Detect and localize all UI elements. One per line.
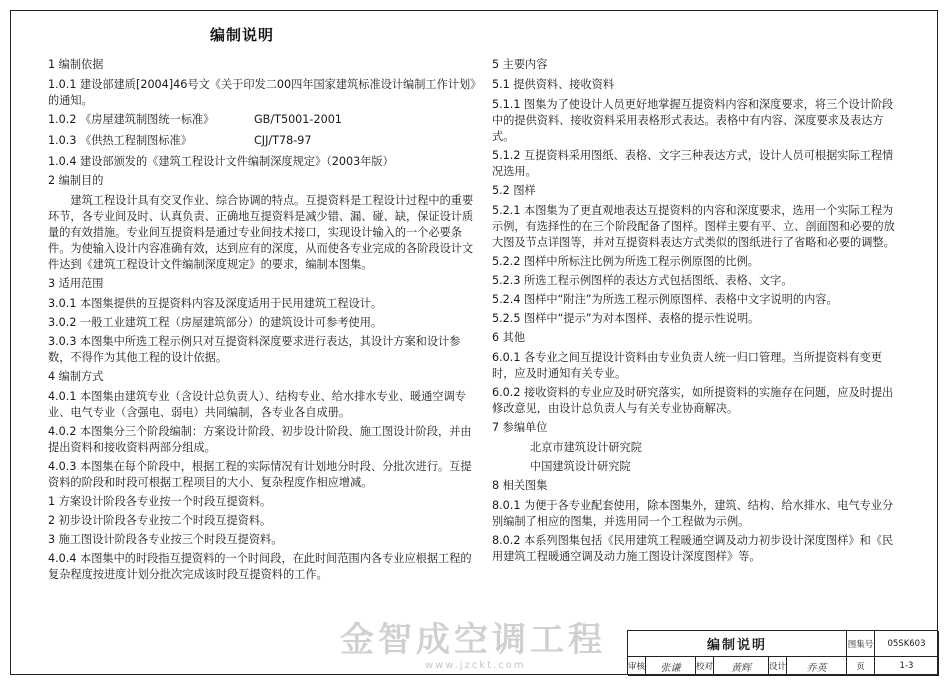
clause: 6.0.2 接收资料的专业应及时研究落实，如所提资料的实施存在问题，应及时提出修改意见，由设计总负责人与有关专业协商解决。 xyxy=(492,386,894,415)
paragraph: 建筑工程设计具有交叉作业、综合协调的特点。互提资料是工程设计过程中的重要环节，各专业间及时、认真负责、正确地互提资料是减少错、漏、碰、缺，保证设计质量的有效措施。专业间互提资料是通过专业间技术接口，实现设计输入的一个必要条件。为使输入设计内容准确有效，达到应有的深度，从而使各专业完成的各阶段设计文件达到《建筑工程设计文件编制深度规定》的要求，编制本图集。 xyxy=(48,194,474,271)
checker-signature: 黄辉 xyxy=(714,657,769,676)
clause: 5.2.2 图样中所标注比例为所选工程示例原图的比例。 xyxy=(492,255,759,268)
section-heading: 1 编制依据 xyxy=(48,58,104,71)
participating-unit: 北京市建筑设计研究院 xyxy=(530,441,642,454)
atlas-number: 05SK603 xyxy=(875,631,939,657)
watermark: 金智成空调工程 xyxy=(340,620,606,660)
clause: 8.0.1 为便于各专业配套使用，除本图集外，建筑、结构、给水排水、电气专业分别编制了相应的图集，并选用同一个工程做为示例。 xyxy=(492,499,894,528)
page-label: 页 xyxy=(847,657,875,676)
section-heading: 6 其他 xyxy=(492,331,526,344)
clause: 5.2.1 本图集为了更直观地表达互提资料的内容和深度要求，选用一个实际工程为示例，有选择性的在三个阶段配备了图样。图样主要有平、立、剖面图和必要的放大图及节点详图等，并对互提资料表达方式类似的图纸进行了省略和必要的调整。 xyxy=(492,204,895,249)
atlas-label: 图集号 xyxy=(847,631,875,657)
clause: 5.1.2 互提资料采用图纸、表格、文字三种表达方式，设计人员可根据实际工程情况选用。 xyxy=(492,149,894,178)
standard-code: GB/T5001-2001 xyxy=(254,113,342,126)
sub-item: 1 方案设计阶段各专业按一个时段互提资料。 xyxy=(48,495,272,508)
title-block-name: 编制说明 xyxy=(628,631,847,657)
clause: 5.1.1 图集为了使设计人员更好地掌握互提资料内容和深度要求，将三个设计阶段中的提供资料、接收资料采用表格形式表达。表格中有内容、深度要求及表达方式。 xyxy=(492,98,894,143)
section-heading: 5 主要内容 xyxy=(492,58,548,71)
clause: 4.0.3 本图集在每个阶段中，根据工程的实际情况有计划地分时段、分批次进行。互提资料的阶段和时段可根据工程项目的大小、复杂程度作相应增减。 xyxy=(48,460,472,489)
sub-item: 2 初步设计阶段各专业按二个时段互提资料。 xyxy=(48,514,272,527)
watermark-url: www.jzckt.com xyxy=(425,660,526,671)
standard-code: CJJ/T78-97 xyxy=(254,134,312,147)
clause: 3.0.3 本图集中所选工程示例只对互提资料深度要求进行表达，其设计方案和设计参数，不得作为其他工程的设计依据。 xyxy=(48,335,461,364)
section-heading: 2 编制目的 xyxy=(48,174,104,187)
design-label: 设计 xyxy=(769,657,787,676)
section-heading: 7 参编单位 xyxy=(492,421,548,434)
subsection-heading: 5.1 提供资料、接收资料 xyxy=(492,78,615,91)
standard-title: 1.0.3 《供热工程制图标准》 xyxy=(48,134,192,147)
clause: 5.2.3 所选工程示例图样的表达方式包括图纸、表格、文字。 xyxy=(492,274,793,287)
sub-item: 3 施工图设计阶段各专业按三个时段互提资料。 xyxy=(48,533,283,546)
participating-unit: 中国建筑设计研究院 xyxy=(530,460,631,473)
subsection-heading: 5.2 图样 xyxy=(492,184,536,197)
standard-ref xyxy=(48,133,476,149)
section-heading: 4 编制方式 xyxy=(48,370,104,383)
left-column xyxy=(48,54,476,586)
reviewer-signature: 张谦 xyxy=(646,657,696,676)
clause: 3.0.1 本图集提供的互提资料内容及深度适用于民用建筑工程设计。 xyxy=(48,297,383,310)
clause: 1.0.1 建设部建质[2004]46号文《关于印发二00四年国家建筑标准设计编制工作计划》的通知。 xyxy=(48,78,476,107)
clause: 3.0.2 一般工业建筑工程（房屋建筑部分）的建筑设计可参考使用。 xyxy=(48,316,383,329)
right-column xyxy=(492,54,904,568)
clause: 4.0.2 本图集分三个阶段编制：方案设计阶段、初步设计阶段、施工图设计阶段，并由提出资料和接收资料两部分组成。 xyxy=(48,425,472,454)
page-number: 1-3 xyxy=(875,657,939,676)
clause: 4.0.1 本图集由建筑专业（含设计总负责人）、结构专业、给水排水专业、暖通空调专业、电气专业（含强电、弱电）共同编制，各专业各自成册。 xyxy=(48,390,466,419)
standard-title: 1.0.2 《房屋建筑制图统一标准》 xyxy=(48,113,215,126)
section-heading: 3 适用范围 xyxy=(48,277,104,290)
clause: 8.0.2 本系列图集包括《民用建筑工程暖通空调及动力初步设计深度图样》和《民用建筑工程暖通空调及动力施工图设计深度图样》等。 xyxy=(492,534,894,563)
clause: 5.2.4 图样中“附注”为所选工程示例原图样、表格中文字说明的内容。 xyxy=(492,293,838,306)
title-block xyxy=(627,630,938,675)
clause: 4.0.4 本图集中的时段指互提资料的一个时间段，在此时间范围内各专业应根据工程的复杂程度按进度计划分批次完成该时段互提资料的工作。 xyxy=(48,552,472,581)
standard-ref xyxy=(48,112,476,128)
clause: 6.0.1 各专业之间互提设计资料由专业负责人统一归口管理。当所提资料有变更时，应及时通知有关专业。 xyxy=(492,351,883,380)
clause: 1.0.4 建设部颁发的《建筑工程设计文件编制深度规定》（2003年版） xyxy=(48,155,394,168)
check-label: 校对 xyxy=(696,657,714,676)
clause: 5.2.5 图样中“提示”为对本图样、表格的提示性说明。 xyxy=(492,312,760,325)
page-title: 编制说明 xyxy=(210,26,275,44)
review-label: 审核 xyxy=(628,657,646,676)
section-heading: 8 相关图集 xyxy=(492,479,548,492)
designer-signature: 乔英 xyxy=(787,657,847,676)
